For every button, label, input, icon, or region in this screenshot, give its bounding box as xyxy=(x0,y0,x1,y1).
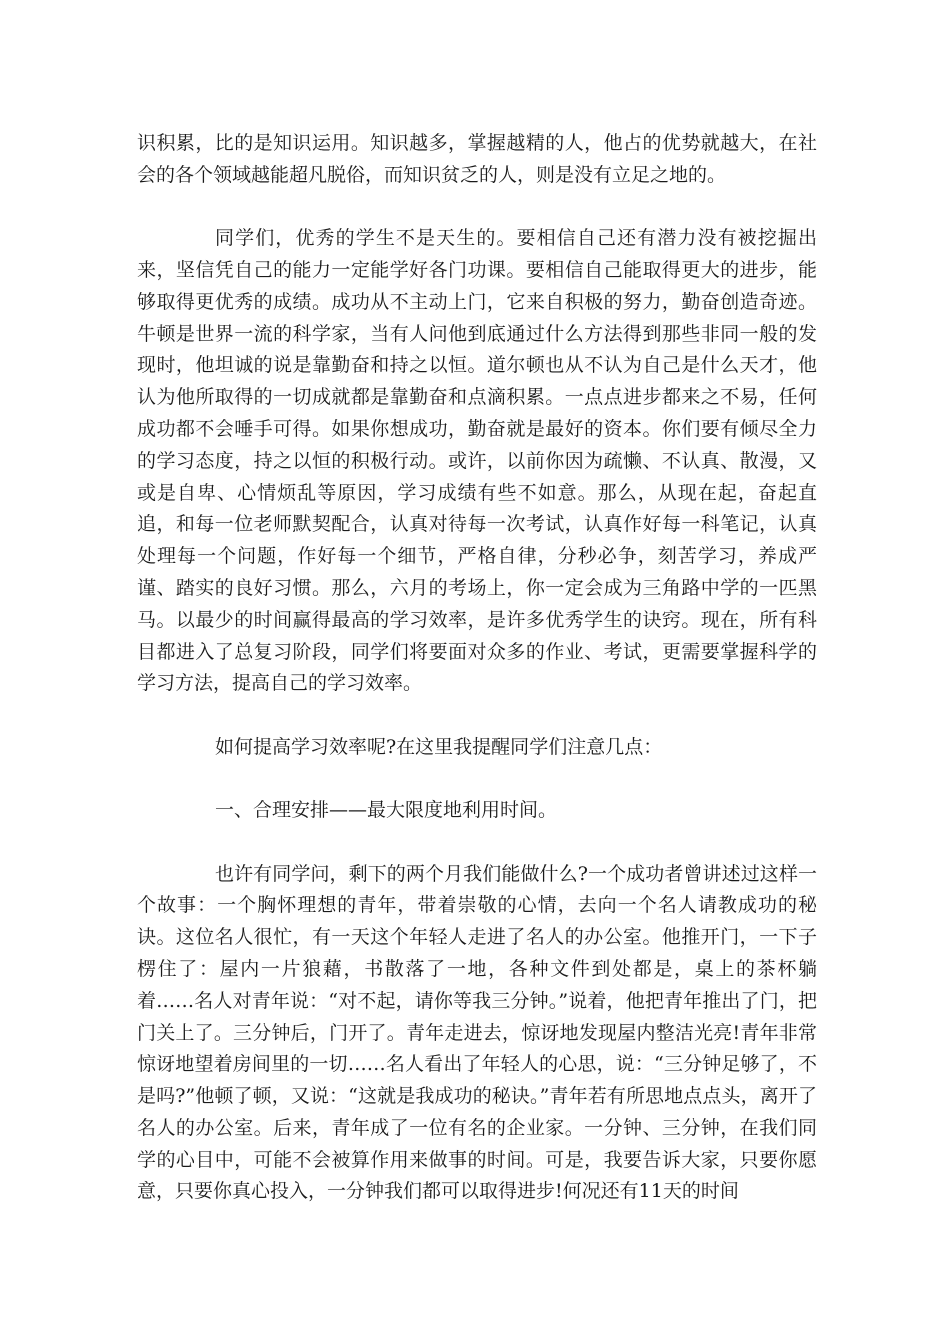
section-heading-time-management: 一、合理安排——最大限度地利用时间。 xyxy=(215,799,558,822)
paragraph-efficiency-question: 如何提高学习效率呢?在这里我提醒同学们注意几点： xyxy=(215,735,663,758)
document-body xyxy=(137,128,817,1240)
paragraph-diligence: 同学们，优秀的学生不是天生的。要相信自己还有潜力没有被挖掘出来，坚信凭自己的能力一定能学好各门功课。要相信自己能取得更大的进步，能够取得更优秀的成绩。成功从不主动上门，它来自积极的努力，勤奋创造奇迹。牛顿是世界一流的科学家，当有人问他到底通过什么方法得到那些非同一般的发现时，他坦诚的说是靠勤奋和持之以恒。道尔顿也从不认为自己是什么天才，他认为他所取得的一切成就都是靠勤奋和点滴积累。一点点进步都来之不易，任何成功都不会唾手可得。如果你想成功，勤奋就是最好的资本。你们要有倾尽全力的学习态度，持之以恒的积极行动。或许，以前你因为疏懒、不认真、散漫，又或是自卑、心情烦乱等原因，学习成绩有些不如意。那么，从现在起，奋起直追，和每一位老师默契配合，认真对待每一次考试，认真作好每一科笔记，认真处理每一个问题，作好每一个细节，严格自律，分秒必争，刻苦学习，养成严谨、踏实的良好习惯。那么，六月的考场上，你一定会成为三角路中学的一匹黑马。以最少的时间赢得最高的学习效率，是许多优秀学生的诀窍。现在，所有科目都进入了总复习阶段，同学们将要面对众多的作业、考试，更需要掌握科学的学习方法，提高自己的学习效率。 xyxy=(137,227,817,695)
paragraph-knowledge-conclusion: 识积累，比的是知识运用。知识越多，掌握越精的人，他占的优势就越大，在社会的各个领域越能超凡脱俗，而知识贫乏的人，则是没有立足之地的。 xyxy=(137,132,817,186)
paragraph-three-minutes-story: 也许有同学问，剩下的两个月我们能做什么?一个成功者曾讲述过这样一个故事：一个胸怀理想的青年，带着崇敬的心情，去向一个名人请教成功的秘诀。这位名人很忙，有一天这个年轻人走进了名人的办公室。他推开门，一下子楞住了：屋内一片狼藉，书散落了一地，各种文件到处都是，桌上的茶杯躺着……名人对青年说：“对不起，请你等我三分钟。”说着，他把青年推出了门，把门关上了。三分钟后，门开了。青年走进去，惊讶地发现屋内整洁光亮!青年非常惊讶地望着房间里的一切……名人看出了年轻人的心思，说：“三分钟足够了，不是吗?”他顿了顿，又说：“这就是我成功的秘诀。”青年若有所思地点点头，离开了名人的办公室。后来，青年成了一位有名的企业家。一分钟、三分钟，在我们同学的心目中，可能不会被算作用来做事的时间。可是，我要告诉大家，只要你愿意，只要你真心投入，一分钟我们都可以取得进步!何况还有11天的时间 xyxy=(137,862,817,1203)
